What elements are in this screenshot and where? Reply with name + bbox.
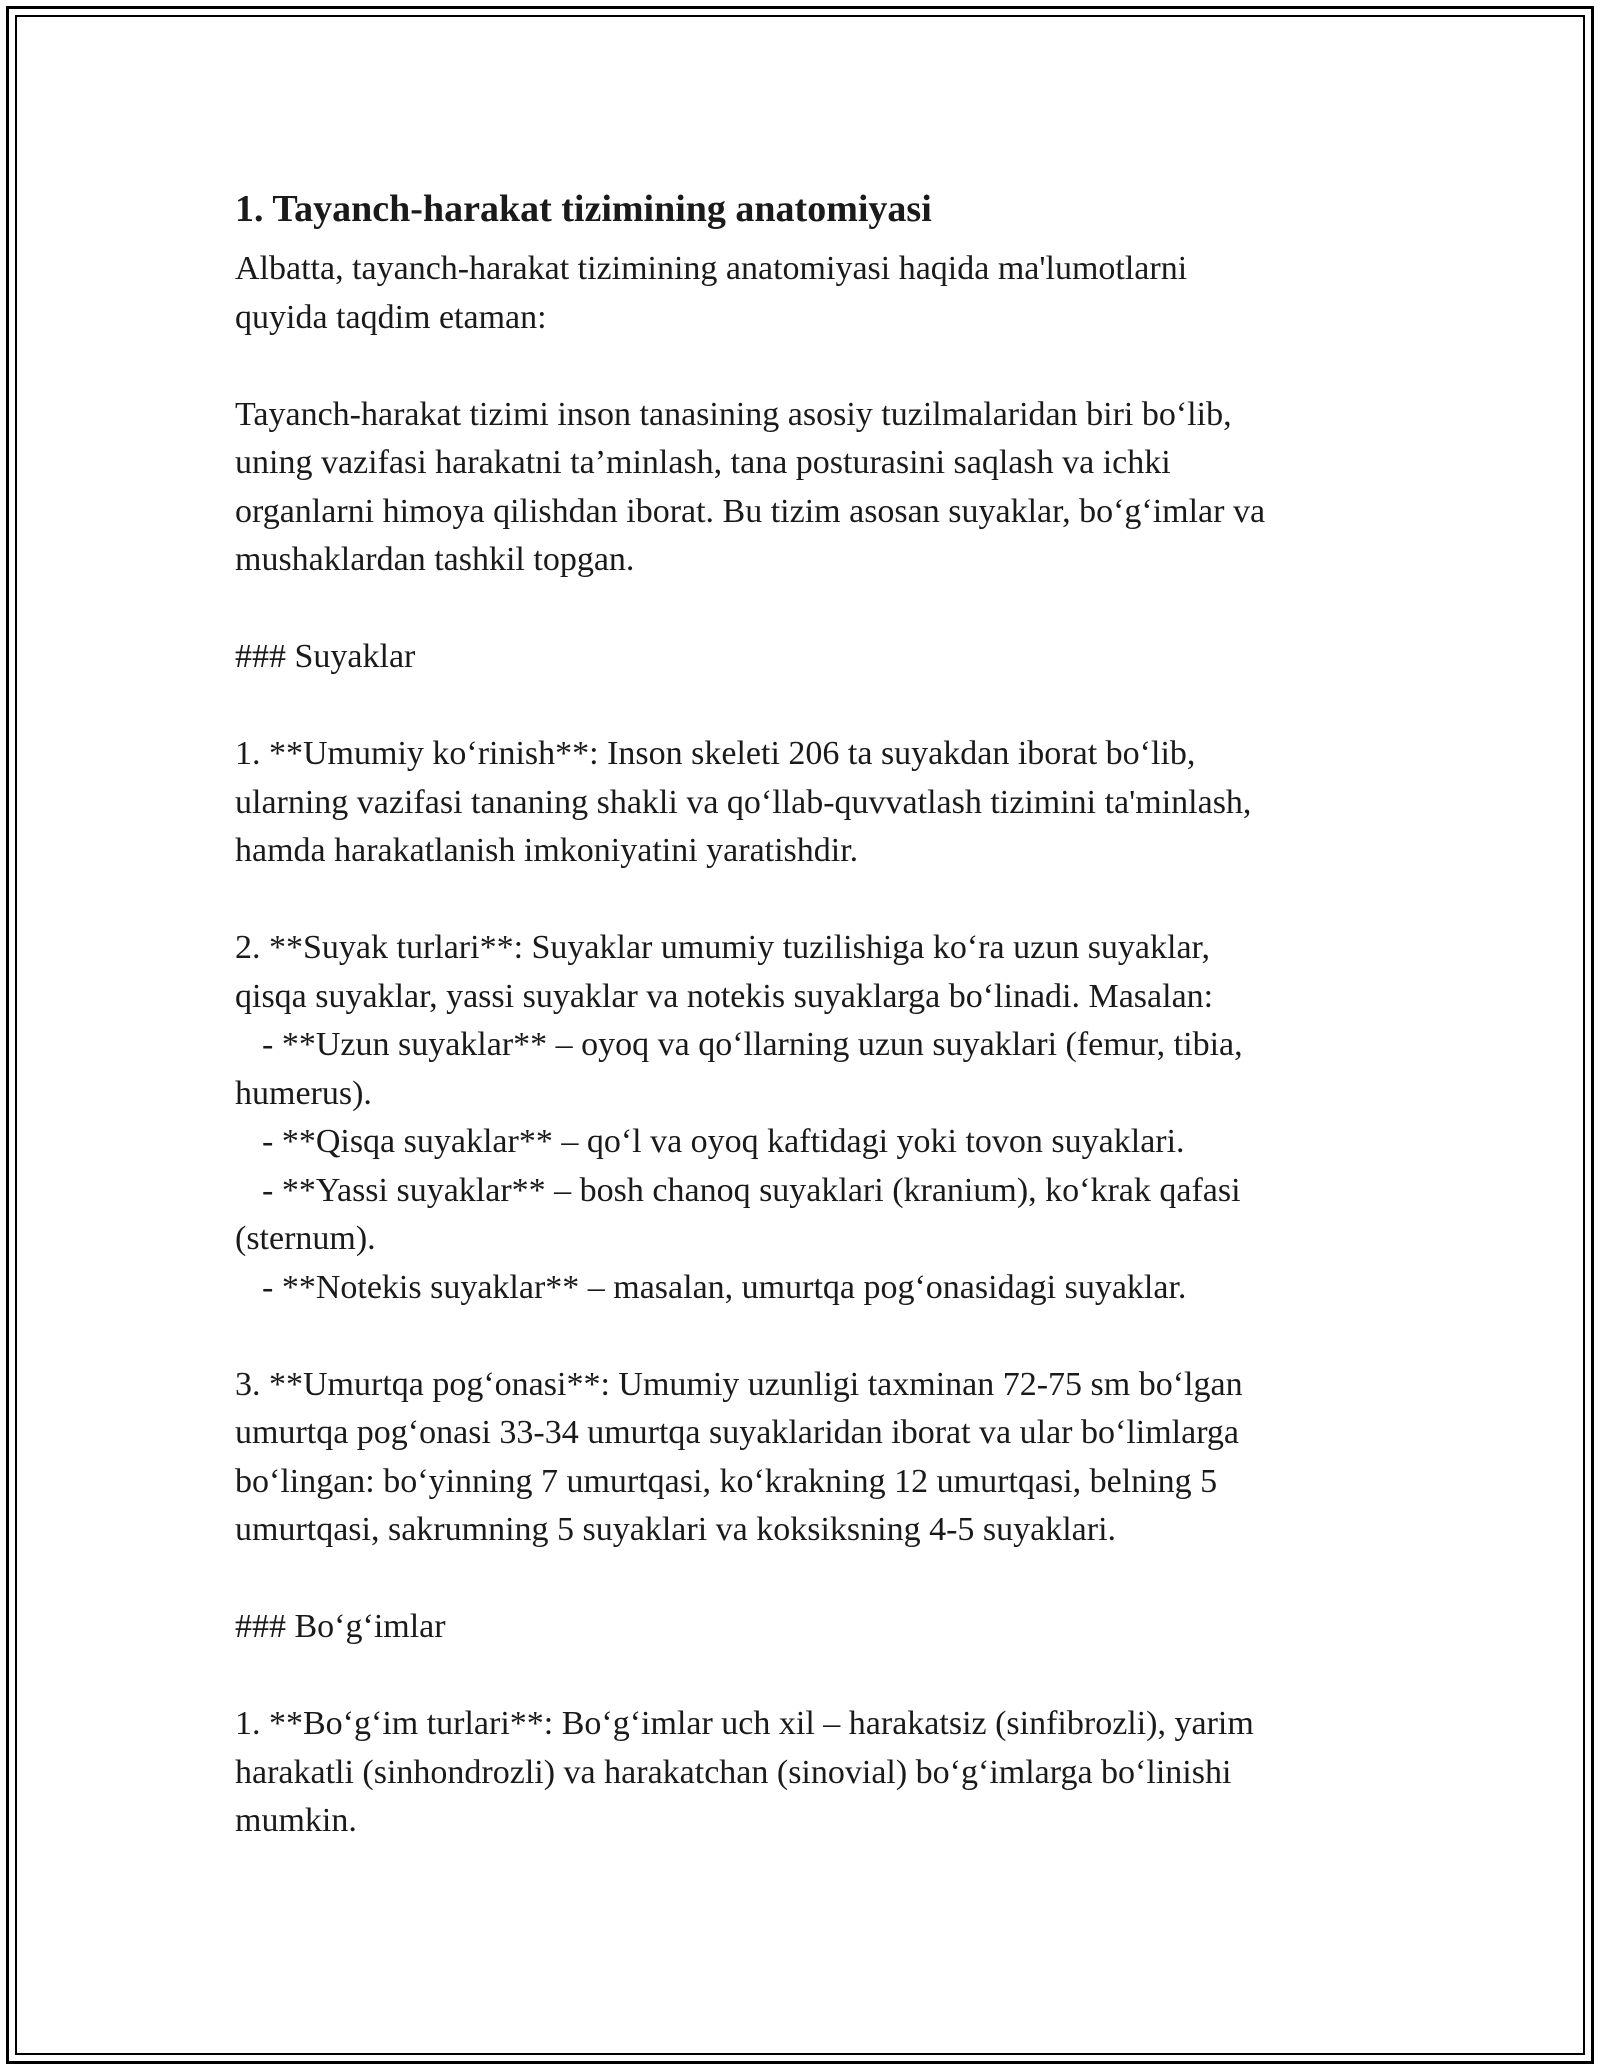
text-line: humerus).	[235, 1074, 372, 1112]
text-line: umurtqa pog‘onasi 33-34 umurtqa suyaklaridan iborat va ular bo‘limlarga	[235, 1414, 1239, 1451]
text-line: mushaklardan tashkil topgan.	[235, 541, 635, 578]
text-line: mumkin.	[235, 1802, 357, 1839]
section-heading-joints: ### Bo‘g‘imlar	[235, 1608, 446, 1645]
overview-paragraph	[235, 391, 1375, 585]
text-line: harakatli (sinhondrozli) va harakatchan (sinovial) bo‘g‘imlarga bo‘linishi	[235, 1753, 1232, 1791]
text-line: qisqa suyaklar, yassi suyaklar va notekis suyaklarga bo‘linadi. Masalan:	[235, 977, 1214, 1015]
text-line: bo‘lingan: bo‘yinning 7 umurtqasi, ko‘krakning 12 umurtqasi, belning 5	[235, 1462, 1218, 1500]
sub-list-item: - **Notekis suyaklar** – masalan, umurtqa pog‘onasidagi suyaklar.	[262, 1268, 1187, 1306]
text-line: 1. **Bo‘g‘im turlari**: Bo‘g‘imlar uch xil – harakatsiz (sinfibrozli), yarim	[235, 1705, 1254, 1742]
text-line: 3. **Umurtqa pog‘onasi**: Umumiy uzunligi taxminan 72-75 sm bo‘lgan	[235, 1365, 1243, 1403]
intro-paragraph	[235, 245, 1375, 342]
bones-item-2	[235, 924, 1375, 1312]
text-line: ularning vazifasi tananing shakli va qo‘llab-quvvatlash tizimini ta'minlash,	[235, 783, 1252, 821]
sub-list-item: - **Uzun suyaklar** – oyoq va qo‘llarning uzun suyaklari (femur, tibia,	[262, 1026, 1243, 1063]
joints-item-1	[235, 1700, 1375, 1846]
text-line: uning vazifasi harakatni ta’minlash, tana posturasini saqlash va ichki	[235, 444, 1171, 481]
text-line: Tayanch-harakat tizimi inson tanasining asosiy tuzilmalaridan biri bo‘lib,	[235, 395, 1232, 433]
text-line: hamda harakatlanish imkoniyatini yaratishdir.	[235, 832, 859, 869]
document-title: 1. Tayanch-harakat tizimining anatomiyasi	[235, 188, 932, 230]
sub-list-item: - **Yassi suyaklar** – bosh chanoq suyaklari (kranium), ko‘krak qafasi	[262, 1171, 1241, 1209]
bones-item-3	[235, 1361, 1375, 1555]
document-body	[235, 185, 1375, 1894]
text-line: organlarni himoya qilishdan iborat. Bu tizim asosan suyaklar, bo‘g‘imlar va	[235, 492, 1266, 530]
sub-list-item: - **Qisqa suyaklar** – qo‘l va oyoq kaftidagi yoki tovon suyaklari.	[262, 1123, 1185, 1160]
text-line: 1. **Umumiy ko‘rinish**: Inson skeleti 206 ta suyakdan iborat bo‘lib,	[235, 735, 1196, 772]
bones-item-1	[235, 730, 1375, 876]
text-line: quyida taqdim etaman:	[235, 298, 547, 336]
text-line: (sternum).	[235, 1220, 376, 1257]
section-heading-bones: ### Suyaklar	[235, 638, 416, 675]
text-line: 2. **Suyak turlari**: Suyaklar umumiy tuzilishiga ko‘ra uzun suyaklar,	[235, 929, 1211, 966]
text-line: Albatta, tayanch-harakat tizimining anatomiyasi haqida ma'lumotlarni	[235, 250, 1188, 287]
text-line: umurtqasi, sakrumning 5 suyaklari va koksiksning 4-5 suyaklari.	[235, 1511, 1117, 1548]
